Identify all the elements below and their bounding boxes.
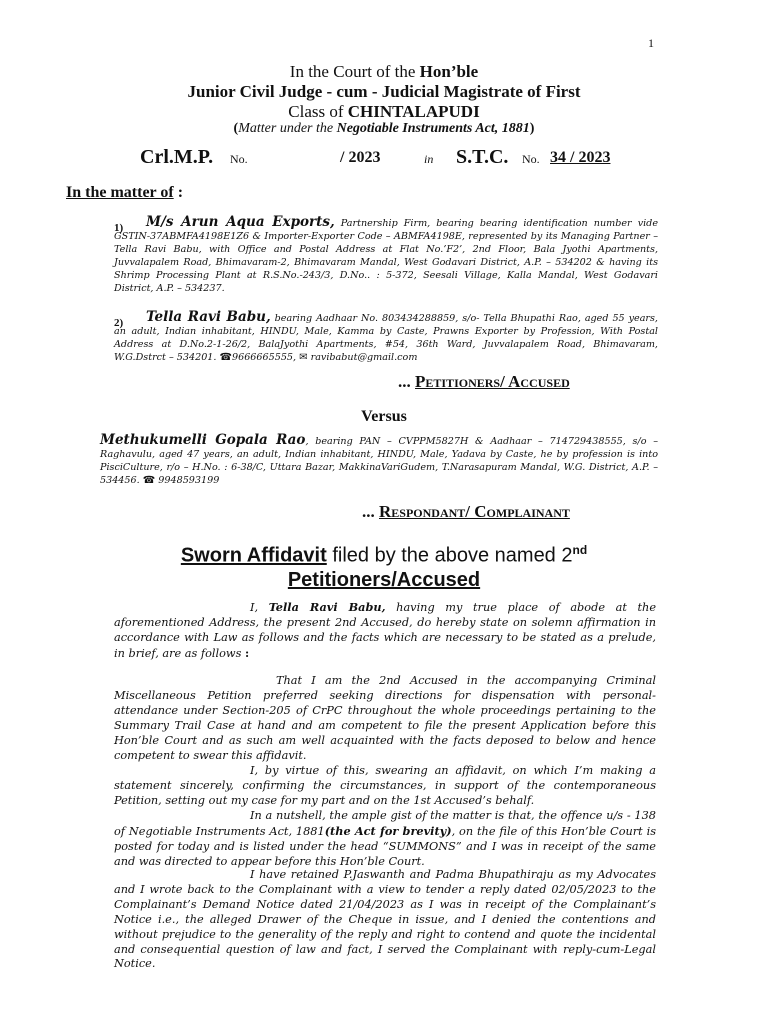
crlmp-label: Crl.M.P. [140,146,214,168]
title-sup: nd [572,543,588,557]
header-line3-bold: CHINTALAPUDI [347,102,480,121]
petitioner1-name: M/s Arun Aqua Exports, [146,214,335,230]
stc-label: S.T.C. [456,146,509,168]
petitioners-role-label: Petitioners/ Accused [415,372,570,391]
petitioner1-block [114,216,658,295]
court-header-line4: (Matter under the Negotiable Instruments Act, 1881) [233,121,535,136]
court-header-line3 [0,102,768,122]
paragraph-4: In a nutshell, the ample gist of the matter is that, the offence u/s - 138 of Negotiable Instruments Act, 1881(the Act for brevity), on the file of this Hon’ble Court is posted for today and is listed under the head “SUMMONS” and I was in receipt of the same and was directed to appear before this Hon’ble Court. [114,809,657,868]
respondent-role: ... Respondant/ Complainant [362,502,570,521]
court-header-line2: Junior Civil Judge - cum - Judicial Magistrate of First [187,82,581,101]
header-line4-prefix: Matter under the [238,121,334,136]
petitioner2-phone: 9666665555, [232,352,297,363]
versus-heading: Versus [361,408,407,425]
paragraph-2: That I am the 2nd Accused in the accompanying Criminal Miscellaneous Petition preferred seeking directions for dispensation with personal-attendance under Section-205 of CrPC throughout the whole proceedings pertaining to the Summary Trail Case at hand and am competent to file the present Application before this Hon’ble Court and as such am well acquainted with the facts deposed to below and hence competent to swear this affidavit. [114,674,656,762]
email-icon: ✉ [299,352,308,363]
in-the-matter-of: In the matter of : [66,184,184,201]
title-line2: Petitioners/Accused [287,568,481,591]
court-header-line1 [0,62,768,82]
paragraph-1: I, Tella Ravi Babu, having my true place of abode at the aforementioned Address, the present 2nd Accused, do hereby state on solemn affirmation in accordance with Law as follows and the facts which are necessary to be stated as a prelude, in brief, are as follows : [114,600,657,660]
header-line3-prefix: Class of [288,102,344,121]
affidavit-title [0,538,768,592]
telephone-icon: ☎ [219,352,232,363]
header-line1-bold: Hon’ble [419,62,479,81]
petitioner1-details: Partnership Firm, bearing bearing identification number vide GSTIN-37ABMFA4198E1Z6 & Importer-Exporter Code – ABMFA4198E, represented by its Managing Partner – Tella Ravi Babu, with Office and Postal Address at Flat No.’F2’, 2nd Floor, Bala Jyothi Apartments, Juvvalapalem Road, Bhimavaram-2, Bhimavaram Mandal, West Godavari District, A.P. – 534202 & having its Shrimp Processing Plant at R.S.No.-243/3, D.No.. : 5-372, Seesali Village, Kalla Mandal, West Godavari District, A.P. – 534237. [114,218,659,294]
title-bold: Sworn Affidavit [180,544,327,567]
paragraph-5: I have retained P.Jaswanth and Padma Bhupathiraju as my Advocates and I wrote back to the Complainant with a view to tender a reply dated 02/05/2023 to the Complainant’s Demand Notice dated 21/04/2023 as I was in receipt of the Complainant’s Notice i.e., the alleged Drawer of the Cheque in issue, and I denied the contentions and without prejudice to the generality of the reply and right to contend and quote the incidental and consequential question of law and fact, I served the Complainant with reply-cum-Legal Notice. [114,868,656,971]
respondent-role-label: Respondant/ Complainant [379,502,570,521]
petitioners-role: ... Petitioners/ Accused [398,372,570,391]
petitioner2-details: bearing Aadhaar No. 803434288859, s/o- Tella Bhupathi Rao, aged 55 years, an adult, Indian inhabitant, HINDU, Male, Kamma by Caste, Prawns Exporter by Profession, With Postal Address at D.No.2-1-26/2, BalaJyothi Apartments, #54, 36th Ward, Juvvalapalem Road, Bhimavaram, W.G.Dstrct – 534201. [114,313,658,363]
page-number: 1 [648,36,654,50]
paragraph-3: I, by virtue of this, swearing an affidavit, on which I’m making a statement sincerely, confirming the circumstances, in support of the contemporaneous Petition, setting out my case for my part and on the 1st Accused’s behalf. [114,764,656,807]
petitioner2-block [114,311,658,364]
petitioner2-name: Tella Ravi Babu, [146,309,271,325]
case-in: in [424,152,434,166]
header-line1-prefix: In the Court of the [289,62,416,81]
title-rest: filed by the above named 2 [326,544,573,567]
petitioner1-number: 1) [114,222,124,234]
petitioner2-number: 2) [114,317,124,329]
header-line4-bold: Negotiable Instruments Act, 1881 [336,121,530,136]
respondent-details: , bearing PAN – CVPPM5827H & Aadhaar – 714729438555, s/o – Raghavulu, aged 47 years, an adult, Indian inhabitant, HINDU, Male, Yadava by Caste, he by profession is into PisciCulture, r/o – H.No. : 6-38/C, Uttara Bazar, MakkinaVariGudem, T.Narasapuram Mandal, W.G. District, A.P. – 534456. [100,436,658,486]
crlmp-year: / 2023 [340,149,381,166]
petitioner2-email: ravibabut@gmail.com [310,352,418,363]
telephone-icon: ☎ [142,475,156,486]
stc-no: No. [522,152,540,166]
crlmp-no: No. [230,152,248,166]
respondent-name: Methukumelli Gopala Rao [100,432,306,448]
deponent-name: Tella Ravi Babu, [268,600,386,614]
respondent-block [100,434,658,487]
stc-number: 34 / 2023 [550,149,611,166]
respondent-phone: 9948593199 [158,475,220,486]
